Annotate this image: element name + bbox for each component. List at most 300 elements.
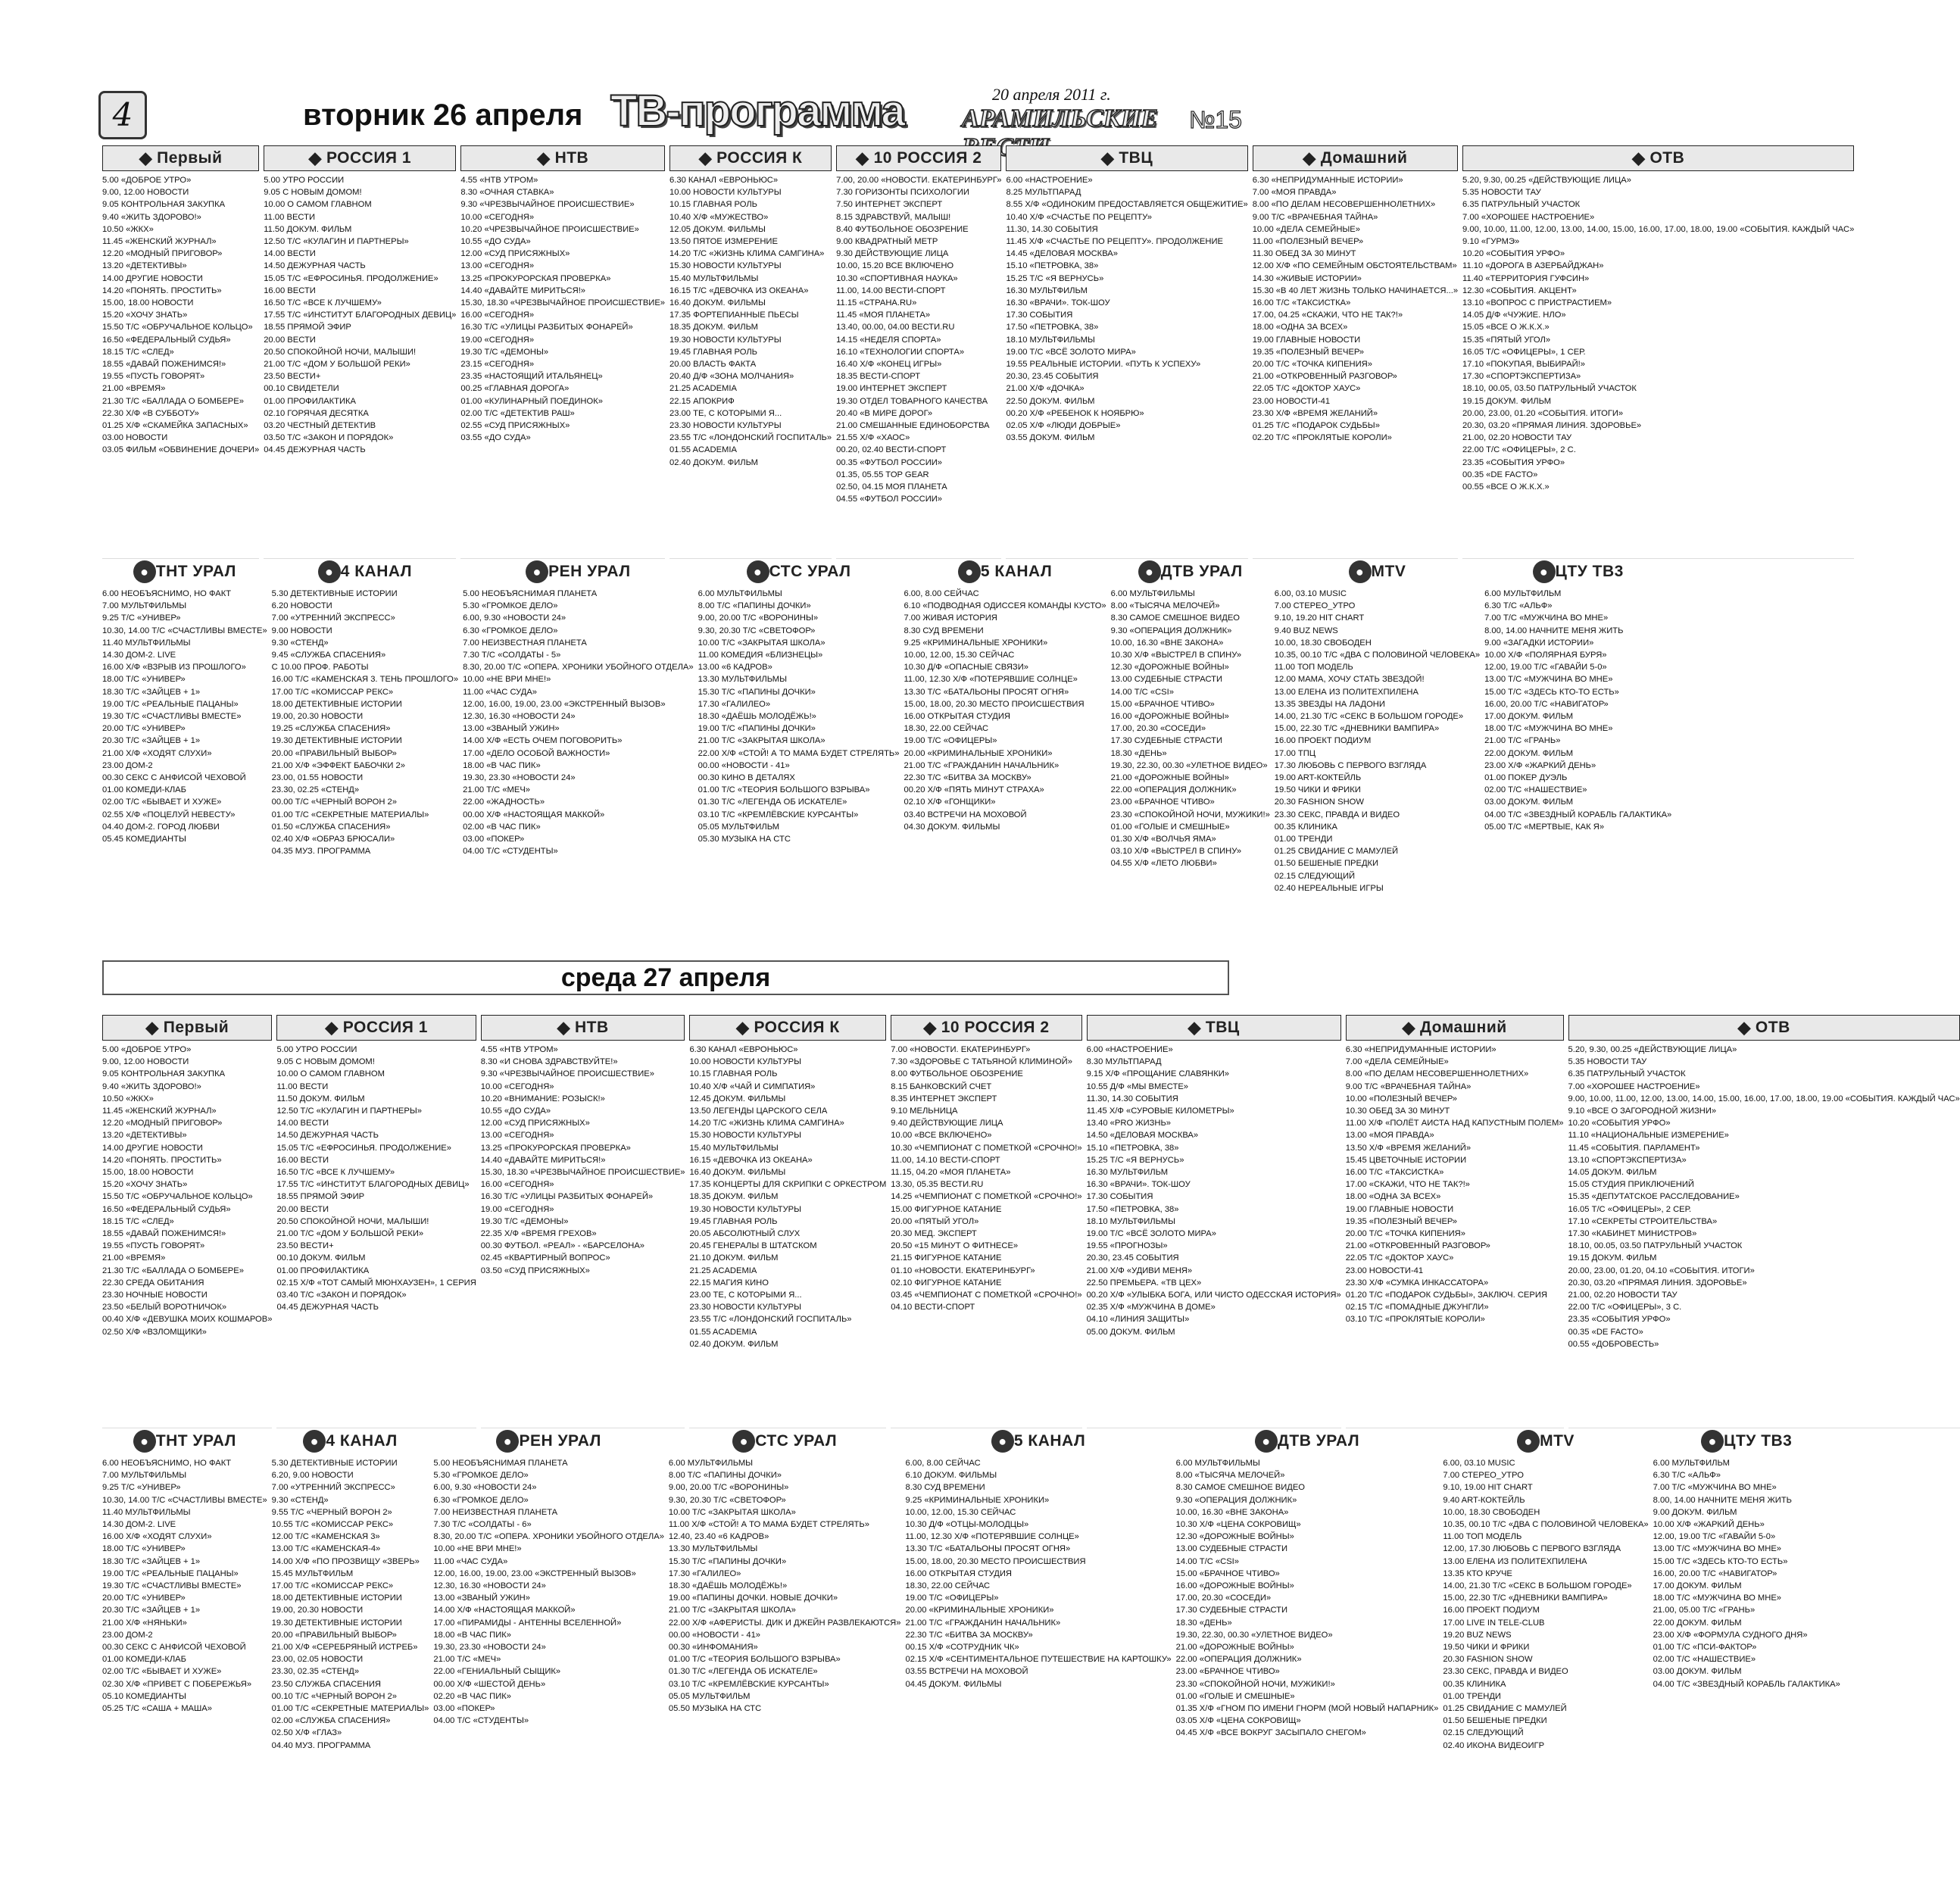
- program-item: 04.35 МУЗ. ПРОГРАММА: [271, 847, 371, 857]
- program-item: 00.55 «ВСЕ О Ж.К.Х.»: [1462, 482, 1550, 492]
- program-item: 18.55 «ДАВАЙ ПОЖЕНИМСЯ!»: [102, 1229, 226, 1239]
- program-item: 15.30 НОВОСТИ КУЛЬТУРЫ: [669, 261, 782, 271]
- program-item: 9.05 С НОВЫМ ДОМОМ!: [264, 188, 362, 198]
- channel-column: [905, 1428, 1171, 1810]
- program-item: 7.00 «УТРЕННИЙ ЭКСПРЕСС»: [271, 1483, 395, 1493]
- program-item: 19.15 ДОКУМ. ФИЛЬМ: [1462, 396, 1552, 406]
- channel-name: РОССИЯ 1: [326, 149, 412, 167]
- program-item: 00.15 Х/Ф «СОТРУДНИК ЧК»: [905, 1643, 1019, 1653]
- program-item: 18.00 «В ЧАС ПИК»: [463, 760, 541, 770]
- program-item: 11.30 ОБЕД ЗА 30 МИНУТ: [1252, 249, 1356, 259]
- program-item: 12.05 ДОКУМ. ФИЛЬМЫ: [669, 224, 766, 234]
- channel-name: РОССИЯ 1: [342, 1019, 428, 1036]
- channel-logo: [276, 1015, 476, 1041]
- program-item: 20.00 ВЛАСТЬ ФАКТА: [669, 360, 757, 370]
- program-item: 9.40 «ЖИТЬ ЗДОРОВО!»: [102, 212, 201, 222]
- program-item: 14.20 Т/С «ЖИЗНЬ КЛИМА САМГИНА»: [669, 249, 825, 259]
- program-item: 00.20 Х/Ф «ПЯТЬ МИНУТ СТРАХА»: [904, 785, 1044, 795]
- program-item: 13.30 Т/С «БАТАЛЬОНЫ ПРОСЯТ ОГНЯ»: [904, 687, 1069, 697]
- program-item: 03.10 Т/С «КРЕМЛЁВСКИЕ КУРСАНТЫ»: [698, 810, 859, 819]
- program-item: 21.00 «ВРЕМЯ»: [102, 384, 166, 394]
- program-item: 23.35 «НАСТОЯЩИЙ ИТАЛЬЯНЕЦ»: [460, 372, 603, 382]
- program-item: 20.00 ВЕСТИ: [276, 1204, 329, 1214]
- program-item: 19.30 НОВОСТИ КУЛЬТУРЫ: [689, 1204, 802, 1214]
- program-item: 02.10 Х/Ф «ГОНЩИКИ»: [904, 797, 996, 807]
- program-item: 00.55 «ДОБРОВЕСТЬ»: [1568, 1339, 1659, 1349]
- program-item: 17.10 «ПОКУПАЯ, ВЫБИРАЙ!»: [1462, 360, 1585, 370]
- program-list: [1006, 171, 1247, 559]
- program-item: 6.00 МУЛЬТФИЛЬМЫ: [668, 1459, 754, 1468]
- program-item: 18.30, 22.00 СЕЙЧАС: [904, 724, 989, 734]
- channel-logo-icon: ●: [732, 1430, 755, 1453]
- channel-name: ЦТУ ТВ3: [1724, 1432, 1793, 1450]
- program-item: 10.00 «НЕ ВРИ МНЕ!»: [433, 1544, 522, 1554]
- program-item: 19.00 ART-КОКТЕЙЛЬ: [1274, 773, 1362, 783]
- program-item: 15.00 Т/С «ЗДЕСЬ КТО-ТО ЕСТЬ»: [1484, 687, 1619, 697]
- program-item: 02.00 «В ЧАС ПИК»: [463, 822, 541, 832]
- program-item: 21.00 Т/С «ЗАКРЫТАЯ ШКОЛА»: [698, 736, 826, 746]
- channel-name: НТВ: [574, 1019, 609, 1036]
- program-item: 01.00 Т/С «ТЕОРИЯ БОЛЬШОГО ВЗРЫВА»: [698, 785, 870, 795]
- program-item: 01.35 Х/Ф «ГНОМ ПО ИМЕНИ ГНОРМ (МОЙ НОВЫЙ НАПАРНИК»: [1175, 1704, 1439, 1714]
- program-item: 15.20 «ХОЧУ ЗНАТЬ»: [102, 1180, 188, 1190]
- program-item: 12.30 «СОБЫТИЯ. АКЦЕНТ»: [1462, 286, 1577, 295]
- program-item: 12.00, 16.00, 19.00, 23.00 «ЭКСТРЕННЫЙ ВЫЗОВ»: [433, 1568, 636, 1578]
- program-item: 13.20 «ДЕТЕКТИВЫ»: [102, 1131, 187, 1141]
- program-item: 7.00 Т/С «МУЖЧИНА ВО МНЕ»: [1653, 1483, 1777, 1493]
- channel-column: [1006, 145, 1247, 559]
- program-item: 9.00 «ЗАГАДКИ ИСТОРИИ»: [1484, 638, 1594, 648]
- program-item: 19.30 Т/С «СЧАСТЛИВЫ ВМЕСТЕ»: [102, 712, 242, 722]
- channel-logo-icon: ●: [133, 560, 156, 583]
- program-item: 19.50 ЧИКИ И ФРИКИ: [1274, 785, 1361, 795]
- program-item: 14.15 «НЕДЕЛЯ СПОРТА»: [836, 335, 941, 345]
- program-item: 14.40 «ДАВАЙТЕ МИРИТЬСЯ!»: [480, 1155, 606, 1165]
- program-item: 6.00, 03.10 MUSIC: [1443, 1459, 1515, 1468]
- program-item: 22.30 Т/С «БИТВА ЗА МОСКВУ»: [905, 1630, 1033, 1640]
- program-item: 14.50 ДЕЖУРНАЯ ЧАСТЬ: [264, 261, 366, 271]
- program-item: 15.30, 18.30 «ЧРЕЗВЫЧАЙНОЕ ПРОИСШЕСТВИЕ»: [480, 1168, 685, 1178]
- program-item: 10.35, 00.10 Т/С «ДВА С ПОЛОВИНОЙ ЧЕЛОВЕКА»: [1274, 651, 1481, 660]
- program-item: 6.00 МУЛЬТФИЛЬМ: [1653, 1459, 1730, 1468]
- channel-column: [276, 1015, 476, 1428]
- day-section-wednesday: [102, 1015, 1960, 1818]
- program-item: 00.35 КЛИНИКА: [1443, 1679, 1506, 1689]
- program-list: [1087, 1041, 1341, 1428]
- program-item: 13.50 ПЯТОЕ ИЗМЕРЕНИЕ: [669, 237, 778, 247]
- program-item: 18.00 Т/С «УНИВЕР»: [102, 675, 186, 685]
- program-item: 16.00 Т/С «ТАКСИСТКА»: [1252, 298, 1351, 308]
- channel-column: [1176, 1428, 1439, 1810]
- program-item: 4.55 «НТВ УТРОМ»: [480, 1045, 558, 1054]
- program-item: 9.40 BUZ NEWS: [1274, 626, 1338, 635]
- program-item: 4.55 «НТВ УТРОМ»: [460, 176, 538, 185]
- program-item: 01.55 ACADEMIA: [689, 1327, 757, 1337]
- program-item: 6.00 МУЛЬТФИЛЬМЫ: [1175, 1459, 1260, 1468]
- program-item: 13.00 ЕЛЕНА ИЗ ПОЛИТЕХПИЛЕНА: [1443, 1556, 1587, 1566]
- program-item: 11.00 «ЧАС СУДА»: [463, 687, 538, 697]
- program-item: 17.00 ДОКУМ. ФИЛЬМ: [1484, 712, 1574, 722]
- program-item: 23.00, 01.55 НОВОСТИ: [271, 773, 364, 783]
- program-item: 19.55 «ПУСТЬ ГОВОРЯТ»: [102, 372, 205, 382]
- program-item: 16.00 Т/С «КАМЕНСКАЯ 3. ТЕНЬ ПРОШЛОГО»: [271, 675, 459, 685]
- channel-name: 5 КАНАЛ: [1013, 1432, 1086, 1450]
- program-item: 03.50 Т/С «ЗАКОН И ПОРЯДОК»: [264, 433, 394, 443]
- channel-column: [102, 1015, 272, 1428]
- program-item: 10.20 «СОБЫТИЯ УРФО»: [1462, 249, 1565, 259]
- program-item: 17.35 ФОРТЕПИАННЫЕ ПЬЕСЫ: [669, 311, 799, 320]
- channel-logo: [1176, 1428, 1439, 1454]
- program-item: 12.00 «СУД ПРИСЯЖНЫХ»: [480, 1119, 590, 1128]
- program-item: 19.00 Т/С «ОФИЦЕРЫ»: [904, 736, 997, 746]
- program-item: 6.30 «ГРОМКОЕ ДЕЛО»: [433, 1495, 529, 1505]
- program-item: 19.00 «СЕГОДНЯ»: [480, 1204, 554, 1214]
- channel-logo: [689, 1015, 886, 1041]
- program-item: 19.00 Т/С «ПАПИНЫ ДОЧКИ»: [698, 724, 816, 734]
- program-item: 15.00 «БРАЧНОЕ ЧТИВО»: [1110, 699, 1215, 709]
- program-item: 19.00 «СЕГОДНЯ»: [460, 335, 535, 345]
- program-item: 11.50 ДОКУМ. ФИЛЬМ: [264, 224, 352, 234]
- program-item: 17.00 «ДЕЛО ОСОБОЙ ВАЖНОСТИ»: [463, 748, 610, 758]
- program-list: [1111, 585, 1270, 941]
- program-item: 18.30 Т/С «ЗАЙЦЕВ + 1»: [102, 687, 201, 697]
- program-item: 01.00 Т/С «СЕКРЕТНЫЕ МАТЕРИАЛЫ»: [271, 810, 429, 819]
- program-item: 11.40 «ТЕРРИТОРИЯ ГУФСИН»: [1462, 273, 1590, 283]
- program-item: 04.30 ДОКУМ. ФИЛЬМЫ: [904, 822, 1000, 832]
- channel-column: [272, 559, 458, 941]
- program-item: 15.35 «ПЯТЫЙ УГОЛ»: [1462, 335, 1551, 345]
- program-item: 00.30 СЕКС С АНФИСОЙ ЧЕХОВОЙ: [102, 773, 246, 783]
- program-item: 5.00 УТРО РОССИИ: [264, 176, 345, 185]
- newspaper-name: АРАМИЛЬСКИЕ: [962, 105, 1158, 133]
- program-item: 15.00, 22.30 Т/С «ДНЕВНИКИ ВАМПИРА»: [1443, 1593, 1608, 1603]
- channel-logo: [264, 145, 456, 171]
- program-item: 8.00, 14.00 НАЧНИТЕ МЕНЯ ЖИТЬ: [1653, 1495, 1792, 1505]
- program-item: 15.30 Т/С «ПАПИНЫ ДОЧКИ»: [698, 687, 816, 697]
- channel-logo-icon: ●: [1349, 560, 1372, 583]
- program-item: 14.50 «ДЕЛОВАЯ МОСКВА»: [1086, 1131, 1199, 1141]
- program-item: 10.00 Т/С «ЗАКРЫТАЯ ШКОЛА»: [698, 638, 826, 648]
- program-item: 23.50 «БЕЛЫЙ ВОРОТНИЧОК»: [102, 1303, 227, 1312]
- program-item: 10.55 «ДО СУДА»: [460, 237, 531, 247]
- program-item: 15.00, 18.00 НОВОСТИ: [102, 298, 194, 308]
- program-item: 14.50 ДЕЖУРНАЯ ЧАСТЬ: [276, 1131, 379, 1141]
- program-item: 20.00 «ПРАВИЛЬНЫЙ ВЫБОР»: [271, 1630, 397, 1640]
- program-item: 7.00 НЕИЗВЕСТНАЯ ПЛАНЕТА: [433, 1507, 558, 1517]
- channel-logo: [1087, 1015, 1341, 1041]
- program-item: 10.00 «ВСЕ ВКЛЮЧЕНО»: [891, 1131, 992, 1141]
- program-item: 18.00 Т/С «МУЖЧИНА ВО МНЕ»: [1484, 724, 1613, 734]
- program-item: 17.30 «СПОРТЭКСПЕРТИЗА»: [1462, 372, 1581, 382]
- program-item: 13.30 Т/С «БАТАЛЬОНЫ ПРОСЯТ ОГНЯ»: [905, 1544, 1071, 1554]
- program-item: 15.40 МУЛЬТФИЛЬМЫ: [669, 273, 759, 283]
- channel-name: НТВ: [554, 149, 589, 167]
- program-item: 6.30 КАНАЛ «ЕВРОНЬЮС»: [689, 1045, 798, 1054]
- program-item: 15.00 Т/С «ЗДЕСЬ КТО-ТО ЕСТЬ»: [1653, 1556, 1788, 1566]
- program-item: 19.45 ГЛАВНАЯ РОЛЬ: [669, 347, 758, 357]
- program-item: 10.00 «НЕ ВРИ МНЕ!»: [463, 675, 551, 685]
- program-item: 00.20 Х/Ф «РЕБЕНОК К НОЯБРЮ»: [1006, 408, 1144, 418]
- program-list: [102, 1041, 272, 1428]
- program-item: 10.00 О САМОМ ГЛАВНОМ: [276, 1069, 385, 1079]
- program-item: 11.45 «СОБЫТИЯ. ПАРЛАМЕНТ»: [1568, 1143, 1700, 1153]
- program-item: 10.55 Д/Ф «МЫ ВМЕСТЕ»: [1086, 1082, 1189, 1091]
- program-item: 8.30 «ОЧНАЯ СТАВКА»: [460, 188, 554, 198]
- program-item: 20.45 ГЕНЕРАЛЫ В ШТАТСКОМ: [689, 1241, 817, 1251]
- program-item: 6.30 КАНАЛ «ЕВРОНЬЮС»: [669, 176, 779, 185]
- channel-name: РОССИЯ К: [716, 149, 803, 167]
- program-item: 23.15 «СЕГОДНЯ»: [460, 360, 535, 370]
- program-item: 20.50 СПОКОЙНОЙ НОЧИ, МАЛЫШИ!: [276, 1216, 429, 1226]
- program-item: 19.45 ГЛАВНАЯ РОЛЬ: [689, 1216, 778, 1226]
- program-item: 13.00 «СЕГОДНЯ»: [460, 261, 535, 271]
- program-item: 23.30 НОВОСТИ КУЛЬТУРЫ: [689, 1303, 802, 1312]
- program-item: 01.00 КОМЕДИ-КЛАБ: [102, 785, 186, 795]
- program-item: 7.00 ЖИВАЯ ИСТОРИЯ: [904, 613, 997, 623]
- channel-column: [1111, 559, 1270, 941]
- program-item: 16.15 Т/С «ДЕВОЧКА ИЗ ОКЕАНА»: [669, 286, 809, 295]
- program-item: 10.35, 00.10 Т/С «ДВА С ПОЛОВИНОЙ ЧЕЛОВЕКА»: [1443, 1520, 1649, 1530]
- channel-logo-icon: ◆: [1402, 1018, 1415, 1037]
- program-item: 13.20 «ДЕТЕКТИВЫ»: [102, 261, 187, 271]
- program-item: 9.10, 19.20 HIT CHART: [1274, 613, 1365, 623]
- program-item: 5.30 ДЕТЕКТИВНЫЕ ИСТОРИИ: [271, 589, 398, 598]
- program-item: 21.00 Х/Ф «НЯНЬКИ»: [102, 1618, 187, 1628]
- program-item: 12.30, 16.30 «НОВОСТИ 24»: [433, 1581, 546, 1591]
- program-item: 23.50 ВЕСТИ+: [264, 372, 321, 382]
- program-item: 10.00 НОВОСТИ КУЛЬТУРЫ: [669, 188, 782, 198]
- program-item: 22.35 Х/Ф «ВРЕМЯ ГРЕХОВ»: [480, 1229, 597, 1239]
- program-item: 8.55 Х/Ф «ОДИНОКИМ ПРЕДОСТАВЛЯЕТСЯ ОБЩЕЖИТИЕ»: [1006, 200, 1248, 210]
- program-list: [102, 1454, 267, 1810]
- channel-column: [891, 1015, 1081, 1428]
- program-item: 04.45 ДЕЖУРНАЯ ЧАСТЬ: [264, 445, 366, 455]
- program-item: 14.00 ДРУГИЕ НОВОСТИ: [102, 273, 203, 283]
- program-item: 17.55 Т/С «ИНСТИТУТ БЛАГОРОДНЫХ ДЕВИЦ»: [276, 1180, 470, 1190]
- channel-logo: [102, 559, 267, 585]
- program-item: 21.00 Т/С «МЕЧ»: [463, 785, 531, 795]
- program-item: 16.05 Т/С «ОФИЦЕРЫ», 1 СЕР.: [1462, 347, 1586, 357]
- program-item: 02.15 СЛЕДУЮЩИЙ: [1274, 871, 1356, 881]
- program-item: 22.00 Х/Ф «СТОЙ! А ТО МАМА БУДЕТ СТРЕЛЯТЬ»: [698, 748, 900, 758]
- program-item: 18.10 МУЛЬТФИЛЬМЫ: [1006, 335, 1095, 345]
- program-item: 9.30 «ЧРЕЗВЫЧАЙНОЕ ПРОИСШЕСТВИЕ»: [480, 1069, 654, 1079]
- program-item: 13.00 «ЗВАНЫЙ УЖИН»: [463, 724, 560, 734]
- program-item: 9.00, 20.00 Т/С «ВОРОНИНЫ»: [668, 1483, 789, 1493]
- program-item: 16.30 Т/С «УЛИЦЫ РАЗБИТЫХ ФОНАРЕЙ»: [460, 323, 633, 332]
- program-item: 19.30 Т/С «ДЕМОНЫ»: [460, 347, 549, 357]
- program-item: 20.00 Т/С «УНИВЕР»: [102, 724, 186, 734]
- program-item: 9.00, 10.00, 11.00, 12.00, 13.00, 14.00, 15.00, 16.00, 17.00, 18.00, 19.00 «СОБЫТИЯ. КАЖДЫЙ ЧАС»: [1568, 1094, 1960, 1103]
- program-item: 10.30 Д/Ф «ОТЦЫ-МОЛОДЦЫ»: [905, 1520, 1029, 1530]
- program-item: 22.00 Т/С «ОФИЦЕРЫ», 3 С.: [1568, 1303, 1682, 1312]
- program-item: 01.00 ТРЕНДИ: [1274, 835, 1333, 844]
- program-item: 11.45 «МОЯ ПЛАНЕТА»: [836, 311, 931, 320]
- program-item: 16.50 «ФЕДЕРАЛЬНЫЙ СУДЬЯ»: [102, 335, 231, 345]
- program-item: 8.30 САМОЕ СМЕШНОЕ ВИДЕО: [1175, 1483, 1306, 1493]
- program-item: 10.00 Х/Ф «ПОЛЯРНАЯ БУРЯ»: [1484, 651, 1607, 660]
- channel-logo-icon: ◆: [139, 148, 153, 167]
- program-item: 9.10, 19.00 HIT CHART: [1443, 1483, 1533, 1493]
- program-item: 04.10 «ЛИНИЯ ЗАЩИТЫ»: [1086, 1315, 1190, 1325]
- program-item: 03.05 Х/Ф «ЦЕНА СОКРОВИЩ»: [1175, 1716, 1301, 1726]
- program-item: 17.30 СУДЕБНЫЕ СТРАСТИ: [1110, 736, 1223, 746]
- program-item: 16.00, 20.00 Т/С «НАВИГАТОР»: [1484, 699, 1609, 709]
- program-item: 11.00, 14.00 ВЕСТИ-СПОРТ: [836, 286, 946, 295]
- program-item: 9.10 «ВСЕ О ЗАГОРОДНОЙ ЖИЗНИ»: [1568, 1106, 1717, 1116]
- program-item: 13.00 СУДЕБНЫЕ СТРАСТИ: [1110, 675, 1223, 685]
- program-item: 20.30 Т/С «ЗАЙЦЕВ + 1»: [102, 1606, 201, 1615]
- program-item: 21.25 ACADEMIA: [669, 384, 737, 394]
- program-item: 13.35 КТО КРУЧЕ: [1443, 1568, 1512, 1578]
- program-item: 03.10 Т/С «ПРОКЛЯТЫЕ КОРОЛИ»: [1345, 1315, 1485, 1325]
- channel-logo: [1484, 559, 1671, 585]
- program-item: 02.45 «КВАРТИРНЫЙ ВОПРОС»: [480, 1253, 610, 1263]
- program-item: 6.10 ДОКУМ. ФИЛЬМЫ: [905, 1471, 997, 1481]
- program-item: 12.50 Т/С «КУЛАГИН И ПАРТНЕРЫ»: [264, 237, 409, 247]
- channel-logo: [905, 1428, 1171, 1454]
- program-item: 13.25 «ПРОКУРОРСКАЯ ПРОВЕРКА»: [460, 273, 611, 283]
- program-item: 01.10 «НОВОСТИ. ЕКАТЕРИНБУРГ»: [891, 1266, 1035, 1275]
- program-item: 10.00 Т/С «ЗАКРЫТАЯ ШКОЛА»: [668, 1507, 796, 1517]
- program-item: 12.40, 23.40 «6 КАДРОВ»: [668, 1532, 769, 1542]
- program-item: 6.00, 8.00 СЕЙЧАС: [905, 1459, 981, 1468]
- program-item: 15.45 ЦВЕТОЧНЫЕ ИСТОРИИ: [1345, 1155, 1467, 1165]
- program-item: 02.55 «СУД ПРИСЯЖНЫХ»: [460, 421, 570, 431]
- program-item: 15.00, 18.00, 20.30 МЕСТО ПРОИСШЕСТВИЯ: [904, 699, 1085, 709]
- channel-logo: [904, 559, 1106, 585]
- program-item: 00.00 «НОВОСТИ - 41»: [698, 760, 790, 770]
- program-item: 5.35 НОВОСТИ ТАУ: [1462, 188, 1541, 198]
- program-item: 5.00 НЕОБЪЯСНИМАЯ ПЛАНЕТА: [433, 1459, 568, 1468]
- program-item: 13.30 МУЛЬТФИЛЬМЫ: [698, 675, 788, 685]
- program-item: 9.10 МЕЛЬНИЦА: [891, 1106, 958, 1116]
- program-item: 9.15 Х/Ф «ПРОЩАНИЕ СЛАВЯНКИ»: [1086, 1069, 1230, 1079]
- program-item: 13.35 ЗВЕЗДЫ НА ЛАДОНИ: [1274, 699, 1385, 709]
- program-item: 11.15 «СТРАНА.RU»: [836, 298, 917, 308]
- program-item: 00.35 «DE FACTO»: [1568, 1327, 1643, 1337]
- program-item: 14.40 «ДАВАЙТЕ МИРИТЬСЯ!»: [460, 286, 586, 295]
- program-item: 11.30, 14.30 СОБЫТИЯ: [1006, 224, 1098, 234]
- program-item: 12.00, 19.00 Т/С «ГАВАЙИ 5-0»: [1653, 1532, 1776, 1542]
- channel-column: [1653, 1428, 1840, 1810]
- program-item: 11.10 «НАЦИОНАЛЬНЫЕ ИЗМЕРЕНИЕ»: [1568, 1131, 1729, 1141]
- program-item: 22.50 ПРЕМЬЕРА. «ТВ ЦЕХ»: [1086, 1278, 1202, 1288]
- program-item: 13.00 «СЕГОДНЯ»: [480, 1131, 554, 1141]
- channel-logo: [481, 1015, 685, 1041]
- program-item: С 10.00 ПРОФ. РАБОТЫ: [271, 663, 369, 673]
- program-item: 11.45 «ЖЕНСКИЙ ЖУРНАЛ»: [102, 237, 217, 247]
- program-item: 11.00 «ЧАС СУДА»: [433, 1556, 508, 1566]
- program-item: 10.40 Х/Ф «МУЖЕСТВО»: [669, 212, 769, 222]
- program-item: 20.30, 23.45 СОБЫТИЯ: [1086, 1253, 1179, 1263]
- program-item: 16.00 Т/С «ТАКСИСТКА»: [1345, 1168, 1444, 1178]
- program-item: 11.00 ТОП МОДЕЛЬ: [1443, 1532, 1522, 1542]
- channel-logo: [1568, 1015, 1960, 1041]
- channel-logo: [102, 1428, 267, 1454]
- program-item: 7.00 «НОВОСТИ. ЕКАТЕРИНБУРГ»: [891, 1045, 1031, 1054]
- program-item: 14.45 «ДЕЛОВАЯ МОСКВА»: [1006, 249, 1118, 259]
- program-item: 6.00 МУЛЬТФИЛЬМЫ: [698, 589, 782, 598]
- program-item: 20.30 FASHION SHOW: [1443, 1655, 1533, 1665]
- channel-logo-icon: ◆: [1737, 1018, 1751, 1037]
- program-item: 6.00, 8.00 СЕЙЧАС: [904, 589, 979, 598]
- program-item: 10.40 Х/Ф «ЧАЙ И СИМПАТИЯ»: [689, 1082, 816, 1091]
- program-item: 7.00 Т/С «МУЖЧИНА ВО МНЕ»: [1484, 613, 1609, 623]
- program-item: 02.20 Т/С «ПРОКЛЯТЫЕ КОРОЛИ»: [1252, 433, 1392, 443]
- program-item: 00.30 СЕКС С АНФИСОЙ ЧЕХОВОЙ: [102, 1643, 246, 1653]
- program-item: 9.05 КОНТРОЛЬНАЯ ЗАКУПКА: [102, 200, 226, 210]
- program-item: 11.00, 12.30 Х/Ф «ПОТЕРЯВШИЕ СОЛНЦЕ»: [905, 1532, 1079, 1542]
- program-item: 18.00 Т/С «УНИВЕР»: [102, 1544, 186, 1554]
- program-list: [1253, 171, 1458, 559]
- program-item: 02.40 НЕРЕАЛЬНЫЕ ИГРЫ: [1274, 883, 1384, 893]
- program-item: 10.55 Т/С «КОМИССАР РЕКС»: [271, 1520, 394, 1530]
- program-item: 03.55 ДОКУМ. ФИЛЬМ: [1006, 433, 1095, 443]
- program-item: 7.00, 20.00 «НОВОСТИ. ЕКАТЕРИНБУРГ»: [836, 176, 1002, 185]
- program-item: 19.00 «ПАПИНЫ ДОЧКИ. НОВЫЕ ДОЧКИ»: [668, 1593, 838, 1603]
- program-item: 23.00 ДОМ-2: [102, 760, 153, 770]
- program-item: 16.00 ОТКРЫТАЯ СТУДИЯ: [904, 712, 1010, 722]
- program-item: 22.00 «ЖАДНОСТЬ»: [463, 797, 545, 807]
- program-item: 18.00 «В ЧАС ПИК»: [433, 1630, 511, 1640]
- channel-logo: [433, 1428, 664, 1454]
- program-item: 14.00 Х/Ф «ПО ПРОЗВИЩУ «ЗВЕРЬ»: [271, 1556, 420, 1566]
- program-item: 20.00 Т/С «УНИВЕР»: [102, 1593, 186, 1603]
- program-item: 02.00 Т/С «БЫВАЕТ И ХУЖЕ»: [102, 1667, 222, 1677]
- program-item: 02.00 «СЛУЖБА СПАСЕНИЯ»: [271, 1716, 391, 1726]
- program-item: 17.30 СУДЕБНЫЕ СТРАСТИ: [1175, 1606, 1288, 1615]
- program-item: 21.10 ДОКУМ. ФИЛЬМ: [689, 1253, 779, 1263]
- program-item: 04.45 ДОКУМ. ФИЛЬМЫ: [905, 1679, 1002, 1689]
- channel-column: [463, 559, 694, 941]
- program-item: 15.30 НОВОСТИ КУЛЬТУРЫ: [689, 1131, 802, 1141]
- program-item: 11.00 ТОП МОДЕЛЬ: [1274, 663, 1353, 673]
- program-item: 18.15 Т/С «СЛЕД»: [102, 1216, 174, 1226]
- program-item: 20.00 «ПРАВИЛЬНЫЙ ВЫБОР»: [271, 748, 397, 758]
- program-item: 11.40 МУЛЬТФИЛЬМЫ: [102, 1507, 191, 1517]
- program-item: 6.00 «НАСТРОЕНИЕ»: [1006, 176, 1093, 185]
- program-item: 16.50 Т/С «ВСЕ К ЛУЧШЕМУ»: [264, 298, 382, 308]
- program-item: 00.10 ДОКУМ. ФИЛЬМ: [276, 1253, 366, 1263]
- channel-logo-icon: ◆: [1100, 148, 1115, 167]
- program-item: 03.40 ВСТРЕЧИ НА МОХОВОЙ: [904, 810, 1027, 819]
- program-item: 19.00 Т/С «ОФИЦЕРЫ»: [905, 1593, 999, 1603]
- program-item: 9.05 С НОВЫМ ДОМОМ!: [276, 1057, 375, 1067]
- program-item: 10.00, 16.30 «ВНЕ ЗАКОНА»: [1175, 1507, 1289, 1517]
- channel-column: [1443, 1428, 1648, 1810]
- program-item: 13.30 МУЛЬТФИЛЬМЫ: [668, 1544, 758, 1554]
- channel-column: [689, 1015, 886, 1428]
- program-item: 22.00 ДОКУМ. ФИЛЬМ: [1653, 1618, 1742, 1628]
- program-list: [276, 1041, 476, 1428]
- program-item: 00.00 Т/С «ЧЕРНЫЙ ВОРОН 2»: [271, 797, 397, 807]
- program-item: 7.00 НЕИЗВЕСТНАЯ ПЛАНЕТА: [463, 638, 587, 648]
- program-item: 21.55 Х/Ф «ХАОС»: [836, 433, 910, 443]
- program-item: 01.00 ПОКЕР ДУЭЛЬ: [1484, 773, 1568, 783]
- channel-name: СТС УРАЛ: [769, 563, 851, 580]
- program-item: 11.45 «ЖЕНСКИЙ ЖУРНАЛ»: [102, 1106, 217, 1116]
- program-item: 18.10 МУЛЬТФИЛЬМЫ: [1086, 1216, 1175, 1226]
- program-item: 21.00 Т/С «ГРАНЬ»: [1484, 736, 1561, 746]
- program-item: 13.00 Т/С «КАМЕНСКАЯ-4»: [271, 1544, 381, 1554]
- program-item: 17.00 Т/С «КОМИССАР РЕКС»: [271, 1581, 394, 1591]
- program-item: 23.30 СЕКС, ПРАВДА И ВИДЕО: [1274, 810, 1400, 819]
- channel-logo-icon: ●: [318, 560, 341, 583]
- program-item: 7.00 «УТРЕННИЙ ЭКСПРЕСС»: [271, 613, 395, 623]
- program-item: 22.00 Х/Ф «АФЕРИСТЫ. ДИК И ДЖЕЙН РАЗВЛЕКАЮТСЯ»: [668, 1618, 901, 1628]
- channel-name: ОТВ: [1755, 1019, 1790, 1036]
